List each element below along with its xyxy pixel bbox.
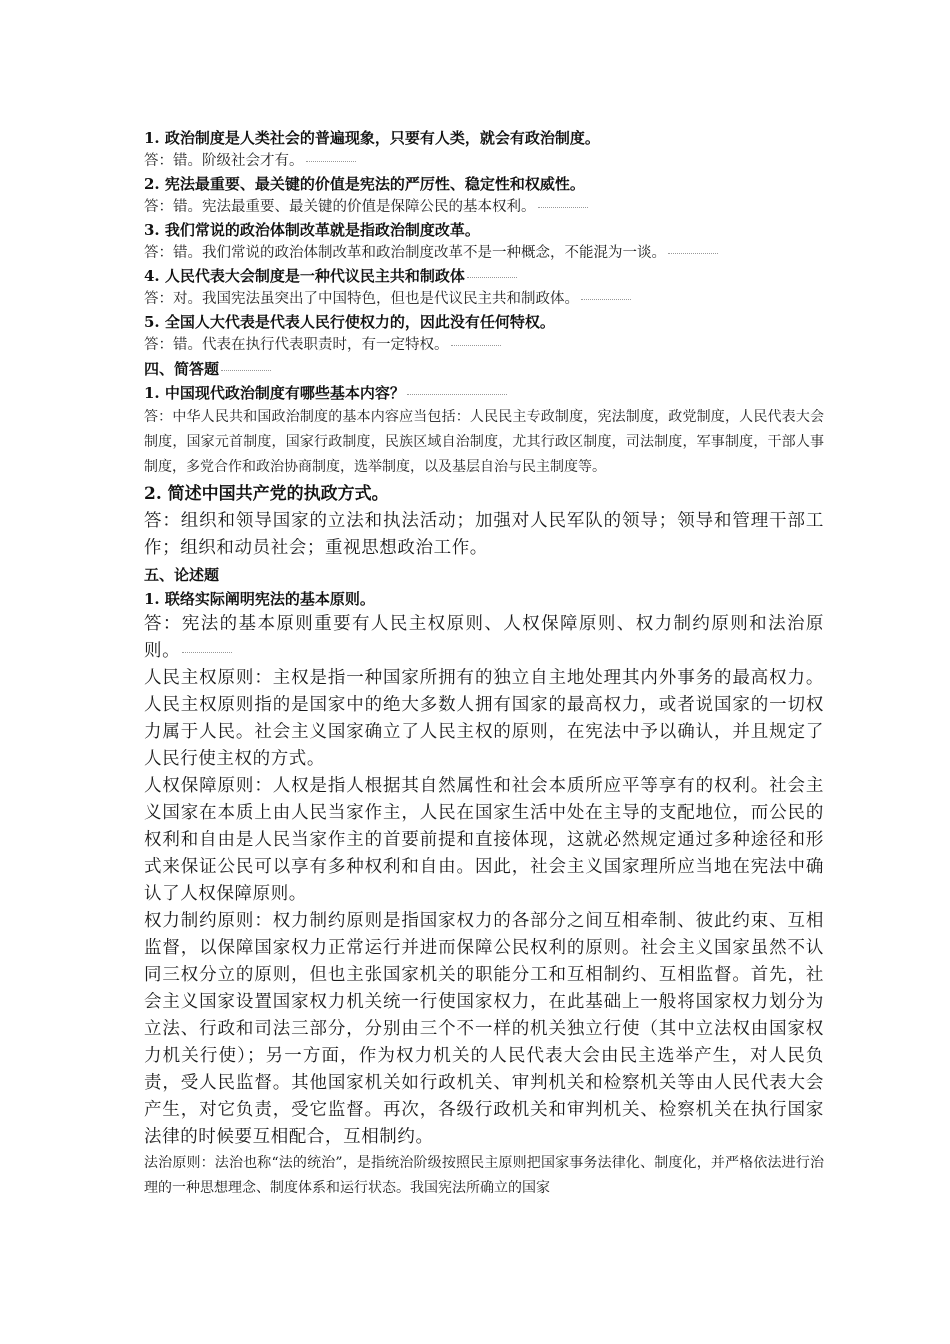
paragraph-rule-of-law: 法治原则：法治也称“法的统治”，是指统治阶级按照民主原则把国家事务法律化、制度化，并严格依法进行治理的一种思想理念、制度体系和运行状态。我国宪法所确立的国家 (144, 1155, 824, 1196)
dotted-leader (182, 651, 232, 653)
dotted-leader (221, 369, 271, 371)
question-1: 1. 政治制度是人类社会的普遍现象，只要有人类，就会有政治制度。 (144, 129, 600, 147)
answer-3: 答：错。我们常说的政治体制改革和政治制度改革不是一种概念，不能混为一谈。 (144, 242, 824, 264)
short-answer-1: 答：中华人民共和国政治制度的基本内容应当包括：人民民主专政制度，宪法制度，政党制度，人民代表大会制度，国家元首制度，国家行政制度，民族区域自治制度，尤其行政区制度，司法制度，军事制度，干部人事制度，多党合作和政治协商制度，选举制度，以及基层自治与民主制度等。 (144, 409, 824, 475)
paragraph-sovereignty: 人民主权原则：主权是指一种国家所拥有的独立自主地处理其内外事务的最高权力。人民主权原则指的是国家中的绝大多数人拥有国家的最高权力，或者说国家的一切权力属于人民。社会主义国家确立了人民主权的原则，在宪法中予以确认，并且规定了人民行使主权的方式。 (144, 668, 824, 769)
section-heading-4: 四、简答题 (144, 358, 824, 380)
answer-5: 答：错。代表在执行代表职责时，有一定特权。 (144, 334, 824, 356)
question-2: 2. 宪法最重要、最关键的价值是宪法的严厉性、稳定性和权威性。 (144, 175, 585, 193)
dotted-leader (538, 206, 588, 208)
dotted-leader (407, 393, 507, 395)
dotted-leader (306, 160, 356, 162)
answer-4: 答：对。我国宪法虽突出了中国特色，但也是代议民主共和制政体。 (144, 288, 824, 310)
question-3: 3. 我们常说的政治体制改革就是指政治制度改革。 (144, 221, 480, 239)
short-question-1: 1. 中国现代政治制度有哪些基本内容？ (144, 382, 824, 404)
short-question-2: 2. 简述中国共产党的执政方式。 (144, 484, 389, 504)
dotted-leader (451, 344, 501, 346)
answer-2: 答：错。宪法最重要、最关键的价值是保障公民的基本权利。 (144, 196, 824, 218)
dotted-leader (668, 252, 718, 254)
dotted-leader (581, 298, 631, 300)
dotted-leader (467, 276, 517, 278)
paragraph-power-check: 权力制约原则：权力制约原则是指国家权力的各部分之间互相牵制、彼此约束、互相监督，以保障国家权力正常运行并进而保障公民权利的原则。社会主义国家虽然不认同三权分立的原则，但也主张国家机关的职能分工和互相制约、互相监督。首先，社会主义国家设置国家权力机关统一行使国家权力，在此基础上一般将国家权力划分为立法、行政和司法三部分，分别由三个不一样的机关独立行使（其中立法权由国家权力机关行使）；另一方面，作为权力机关的人民代表大会由民主选举产生，对人民负责，受人民监督。其他国家机关如行政机关、审判机关和检察机关等由人民代表大会产生，对它负责，受它监督。再次，各级行政机关和审判机关、检察机关在执行国家法律的时候要互相配合，互相制约。 (144, 911, 824, 1147)
answer-1: 答：错。阶级社会才有。 (144, 150, 824, 172)
essay-question-1: 1. 联络实际阐明宪法的基本原则。 (144, 590, 375, 608)
document-page (144, 126, 824, 1201)
question-4: 4. 人民代表大会制度是一种代议民主共和制政体 (144, 265, 824, 287)
paragraph-human-rights: 人权保障原则：人权是指人根据其自然属性和社会本质所应平等享有的权利。社会主义国家在本质上由人民当家作主，人民在国家生活中处在主导的支配地位，而公民的权利和自由是人民当家作主的首要前提和直接体现，这就必然规定通过多种途径和形式来保证公民可以享有多种权利和自由。因此，社会主义国家理所应当地在宪法中确认了人权保障原则。 (144, 776, 824, 904)
section-heading-5: 五、论述题 (144, 566, 220, 584)
question-5: 5. 全国人大代表是代表人民行使权力的，因此没有任何特权。 (144, 313, 555, 331)
short-answer-2: 答：组织和领导国家的立法和执法活动；加强对人民军队的领导；领导和管理干部工作；组织和动员社会；重视思想政治工作。 (144, 511, 824, 558)
essay-answer-intro: 答：宪法的基本原则重要有人民主权原则、人权保障原则、权力制约原则和法治原则。 (144, 614, 824, 661)
